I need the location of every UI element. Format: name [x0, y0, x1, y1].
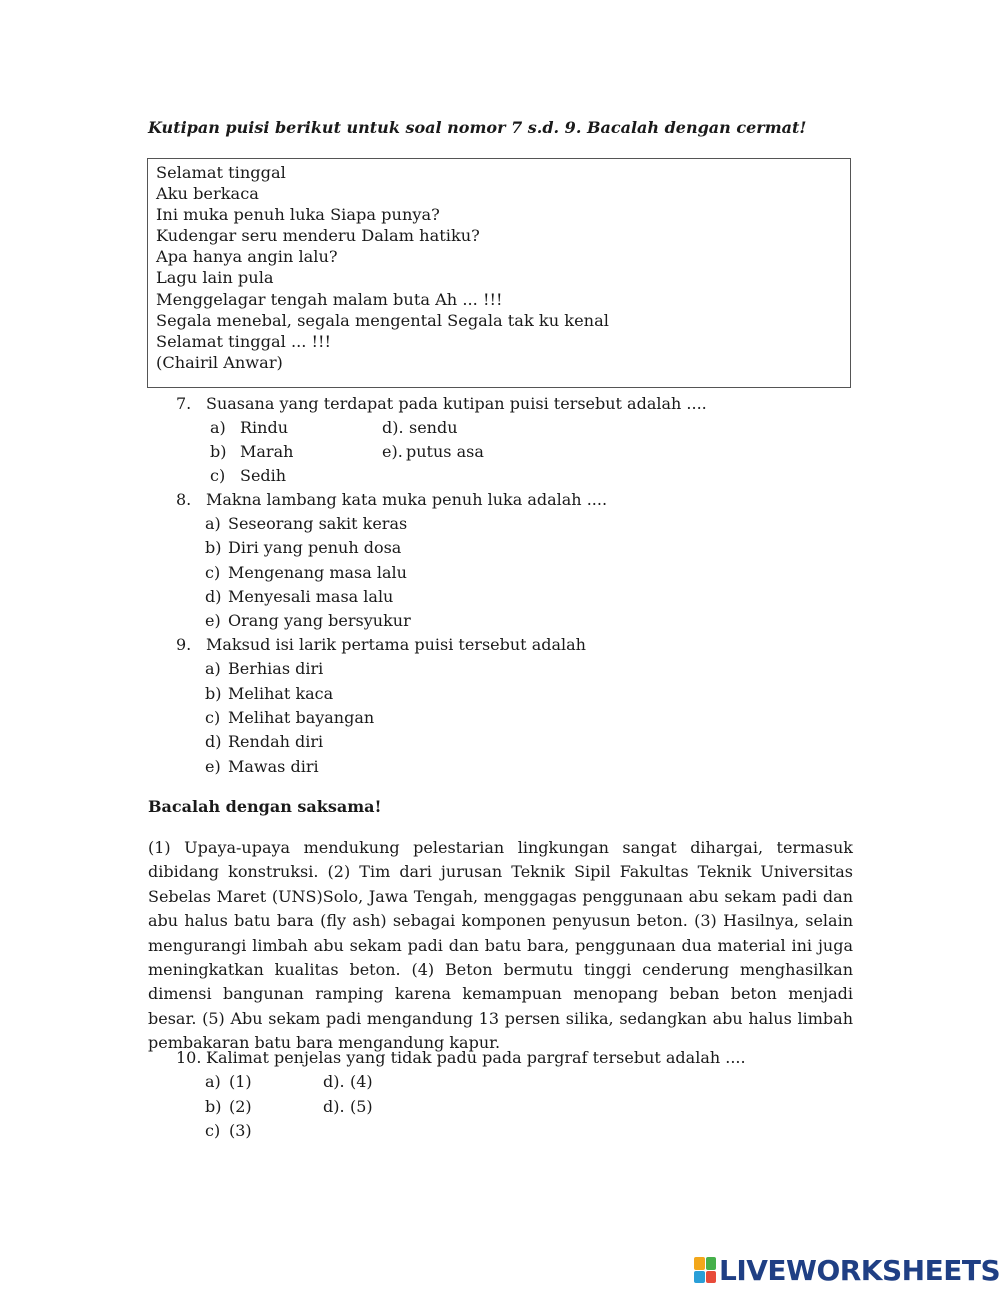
q8-option-e[interactable]: Orang yang bersyukur: [228, 611, 411, 630]
reading-paragraph: (1) Upaya-upaya mendukung pelestarian lingkungan sangat dihargai, termasuk dibidang konstruksi. (2) Tim dari jurusan Teknik Sipil Fakultas Teknik Universitas Sebelas Maret (UNS)Solo, Jawa Tengah, menggagas penggunaan abu sekam padi dan abu halus batu bara (fly ash) sebagai komponen penyusun beton. (3) Hasilnya, selain mengurangi limbah abu sekam padi dan batu bara, penggunaan dua material ini juga meningkatkan kualitas beton. (4) Beton bermutu tinggi cenderung menghasilkan dimensi bangunan ramping karena kemampuan menopang beban beton menjadi besar. (5) Abu sekam padi mengandung 13 persen silika, sedangkan abu halus limbah pembakaran batu bara mengandung kapur.: [148, 838, 853, 1053]
q9-option-b-label: b): [205, 684, 222, 703]
q8-option-d[interactable]: Menyesali masa lalu: [228, 587, 394, 606]
logo-text: LIVEWORKSHEETS: [719, 1253, 1000, 1287]
q8-option-d-label: d): [205, 587, 222, 606]
q7-option-c-label: c): [210, 466, 226, 485]
q8-option-e-label: e): [205, 611, 221, 630]
q8-option-b[interactable]: Diri yang penuh dosa: [228, 538, 402, 557]
poem-line: Selamat tinggal ... !!!: [156, 331, 332, 351]
poem-line: Segala menebal, segala mengental Segala tak ku kenal: [156, 310, 609, 330]
q9-option-d-label: d): [205, 732, 222, 751]
q7-option-d[interactable]: sendu: [409, 418, 458, 437]
q8-option-c-label: c): [205, 563, 221, 582]
question-8-number: 8.: [176, 490, 192, 509]
poem-line: Lagu lain pula: [156, 268, 274, 288]
q10-option-a[interactable]: (1): [229, 1072, 252, 1091]
q10-option-b[interactable]: (2): [229, 1097, 252, 1116]
q7-option-d-label: d).: [382, 418, 404, 437]
logo-mark-icon: [694, 1257, 716, 1283]
q9-option-c-label: c): [205, 708, 221, 727]
q9-option-e[interactable]: Mawas diri: [228, 757, 319, 776]
q7-option-c[interactable]: Sedih: [240, 466, 287, 485]
q10-option-c[interactable]: (3): [229, 1121, 252, 1140]
question-9-text: Maksud isi larik pertama puisi tersebut adalah: [206, 635, 586, 654]
poem-line: Ini muka penuh luka Siapa punya?: [156, 205, 440, 225]
q7-option-b[interactable]: Marah: [240, 442, 294, 461]
q8-option-a[interactable]: Seseorang sakit keras: [228, 514, 408, 533]
question-7-text: Suasana yang terdapat pada kutipan puisi tersebut adalah ....: [206, 394, 707, 413]
poem-line: Kudengar seru menderu Dalam hatiku?: [156, 226, 480, 246]
poem-line: Menggelagar tengah malam buta Ah ... !!!: [156, 289, 503, 309]
liveworksheets-logo: [694, 1254, 1000, 1286]
q8-option-c[interactable]: Mengenang masa lalu: [228, 563, 407, 582]
q10-option-c-label: c): [205, 1121, 221, 1140]
poem-line: Aku berkaca: [156, 184, 259, 204]
logo-tile: [706, 1257, 717, 1270]
logo-tile: [694, 1257, 705, 1270]
q9-option-c[interactable]: Melihat bayangan: [228, 708, 375, 727]
reading-instruction: Bacalah dengan saksama!: [148, 797, 382, 816]
q10-option-b-label: b): [205, 1097, 222, 1116]
q7-option-e-label: e).: [382, 442, 403, 461]
q8-option-b-label: b): [205, 538, 222, 557]
q7-option-e[interactable]: putus asa: [406, 442, 484, 461]
question-9-number: 9.: [176, 635, 192, 654]
q7-option-b-label: b): [210, 442, 227, 461]
q10-option-a-label: a): [205, 1072, 221, 1091]
poem-box: [147, 158, 851, 388]
q9-option-a-label: a): [205, 659, 221, 678]
q10-option-e[interactable]: (5): [350, 1097, 373, 1116]
q9-option-e-label: e): [205, 757, 221, 776]
poem-author: (Chairil Anwar): [156, 352, 283, 372]
question-10-text: Kalimat penjelas yang tidak padu pada pargraf tersebut adalah ....: [206, 1048, 746, 1067]
q10-option-d-label: d).: [323, 1072, 345, 1091]
poem-line: Apa hanya angin lalu?: [156, 247, 338, 267]
question-7-number: 7.: [176, 394, 192, 413]
q7-option-a[interactable]: Rindu: [240, 418, 289, 437]
q10-option-d[interactable]: (4): [350, 1072, 373, 1091]
q10-option-e-label: d).: [323, 1097, 345, 1116]
poem-line: Selamat tinggal: [156, 163, 286, 182]
q9-option-b[interactable]: Melihat kaca: [228, 684, 334, 703]
logo-tile: [706, 1271, 717, 1284]
logo-tile: [694, 1271, 705, 1284]
q9-option-d[interactable]: Rendah diri: [228, 732, 324, 751]
question-8-text: Makna lambang kata muka penuh luka adalah ....: [206, 490, 608, 509]
q9-option-a[interactable]: Berhias diri: [228, 659, 324, 678]
question-10-number: 10.: [176, 1048, 202, 1067]
q7-option-a-label: a): [210, 418, 226, 437]
instruction-heading: Kutipan puisi berikut untuk soal nomor 7 s.d. 9. Bacalah dengan cermat!: [148, 118, 807, 137]
q8-option-a-label: a): [205, 514, 221, 533]
